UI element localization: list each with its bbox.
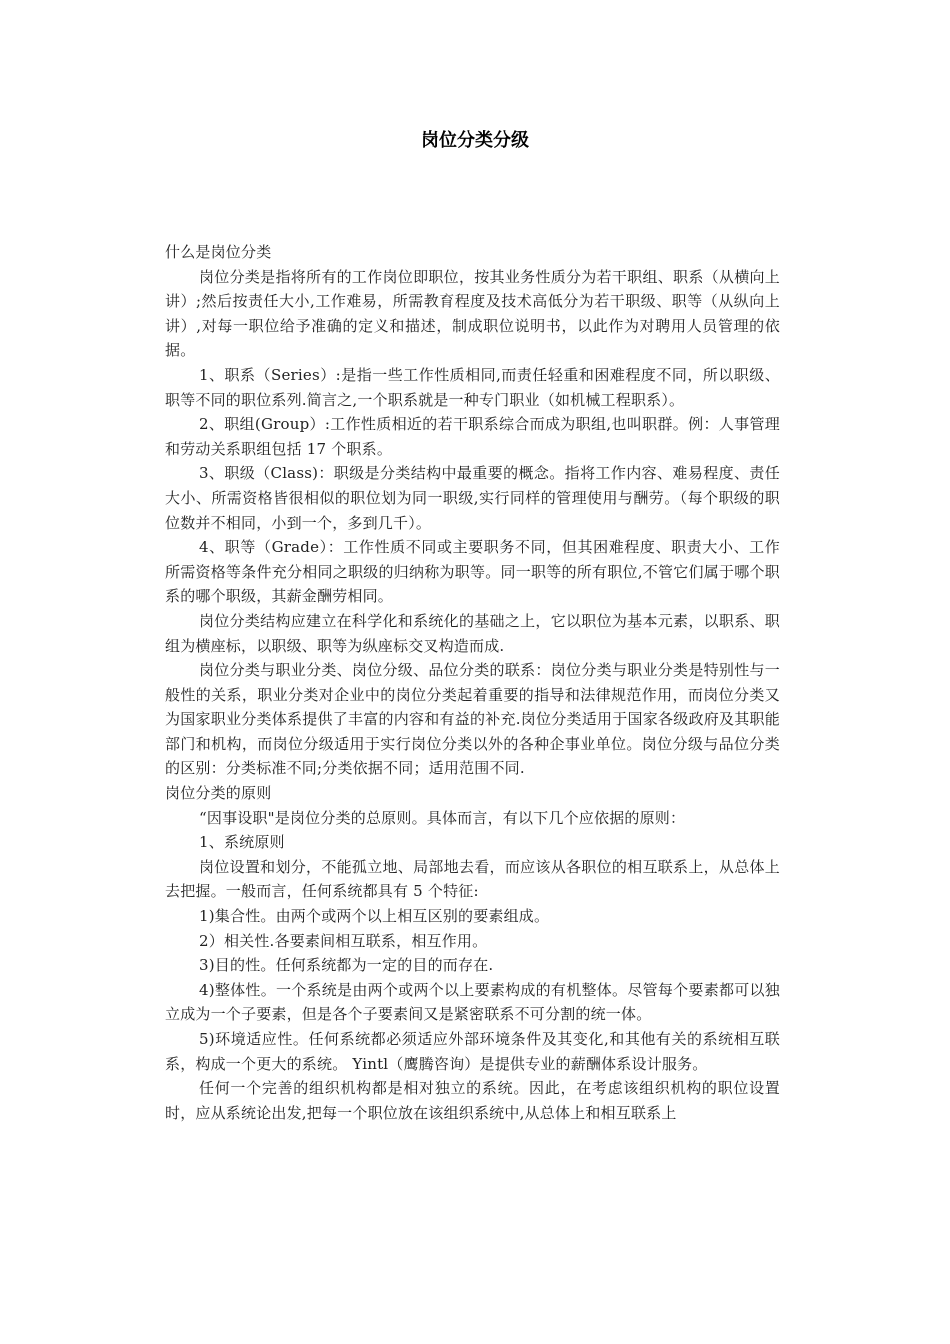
paragraph: 2）相关性.各要素间相互联系，相互作用。 [199, 931, 488, 950]
paragraph: 5)环境适应性。任何系统都必须适应外部环境条件及其变化,和其他有关的系统相互联系，构成一个更大的系统。 Yintl（鹰腾咨询）是提供专业的薪酬体系设计服务。 [165, 1030, 780, 1073]
document-body [165, 240, 780, 1125]
section-heading: 岗位分类的原则 [165, 784, 272, 803]
paragraph: 任何一个完善的组织机构都是相对独立的系统。因此，在考虑该组织机构的职位设置时，应从系统论出发,把每一个职位放在该组织系统中,从总体上和相互联系上 [165, 1079, 780, 1122]
paragraph: “因事设职"是岗位分类的总原则。具体而言，有以下几个应依据的原则： [199, 808, 686, 827]
section-heading: 什么是岗位分类 [165, 243, 272, 261]
paragraph: 4)整体性。一个系统是由两个或两个以上要素构成的有机整体。尽管每个要素都可以独立成为一个子要素，但是各个子要素间又是紧密联系不可分割的统一体。 [165, 980, 780, 1024]
paragraph: 2、职组(Group）:工作性质相近的若干职系综合而成为职组,也叫职群。例：人事管理和劳动关系职组包括 17 个职系。 [165, 415, 780, 458]
paragraph: 岗位设置和划分，不能孤立地、局部地去看，而应该从各职位的相互联系上，从总体上去把握。一般而言，任何系统都具有 5 个特征: [165, 857, 780, 901]
paragraph: 3、职级（Class)：职级是分类结构中最重要的概念。指将工作内容、难易程度、责任大小、所需资格皆很相似的职位划为同一职级,实行同样的管理使用与酬劳。（每个职级的职位数并不相同，小到一个，多到几千）。 [165, 464, 780, 532]
document-title: 岗位分类分级 [421, 130, 529, 151]
paragraph: 3)目的性。任何系统都为一定的目的而存在. [199, 956, 494, 975]
paragraph: 4、职等（Grade）：工作性质不同或主要职务不同，但其困难程度、职责大小、工作所需资格等条件充分相同之职级的归纳称为职等。同一职等的所有职位,不管它们属于哪个职系的哪个职级，其薪金酬劳相同。 [165, 538, 780, 606]
paragraph: 1、系统原则 [199, 833, 285, 852]
paragraph: 岗位分类与职业分类、岗位分级、品位分类的联系：岗位分类与职业分类是特别性与一般性的关系，职业分类对企业中的岗位分类起着重要的指导和法律规范作用，而岗位分类又为国家职业分类体系提供了丰富的内容和有益的补充.岗位分类适用于国家各级政府及其职能部门和机构，而岗位分级适用于实行岗位分类以外的各种企事业单位。岗位分级与品位分类的区别：分类标准不同;分类依据不同；适用范围不同. [165, 661, 780, 778]
paragraph: 岗位分类结构应建立在科学化和系统化的基础之上，它以职位为基本元素，以职系、职组为横座标，以职级、职等为纵座标交叉构造而成. [165, 611, 780, 655]
paragraph: 岗位分类是指将所有的工作岗位即职位，按其业务性质分为若干职组、职系（从横向上讲）;然后按责任大小,工作难易，所需教育程度及技术高低分为若干职级、职等（从纵向上讲）,对每一职位给予准确的定义和描述，制成职位说明书，以此作为对聘用人员管理的依据。 [165, 267, 780, 360]
paragraph: 1、职系（Series）:是指一些工作性质相同,而责任轻重和困难程度不同，所以职级、职等不同的职位系列.简言之,一个职系就是一种专门职业（如机械工程职系）。 [165, 365, 780, 409]
paragraph: 1)集合性。由两个或两个以上相互区别的要素组成。 [199, 907, 550, 926]
